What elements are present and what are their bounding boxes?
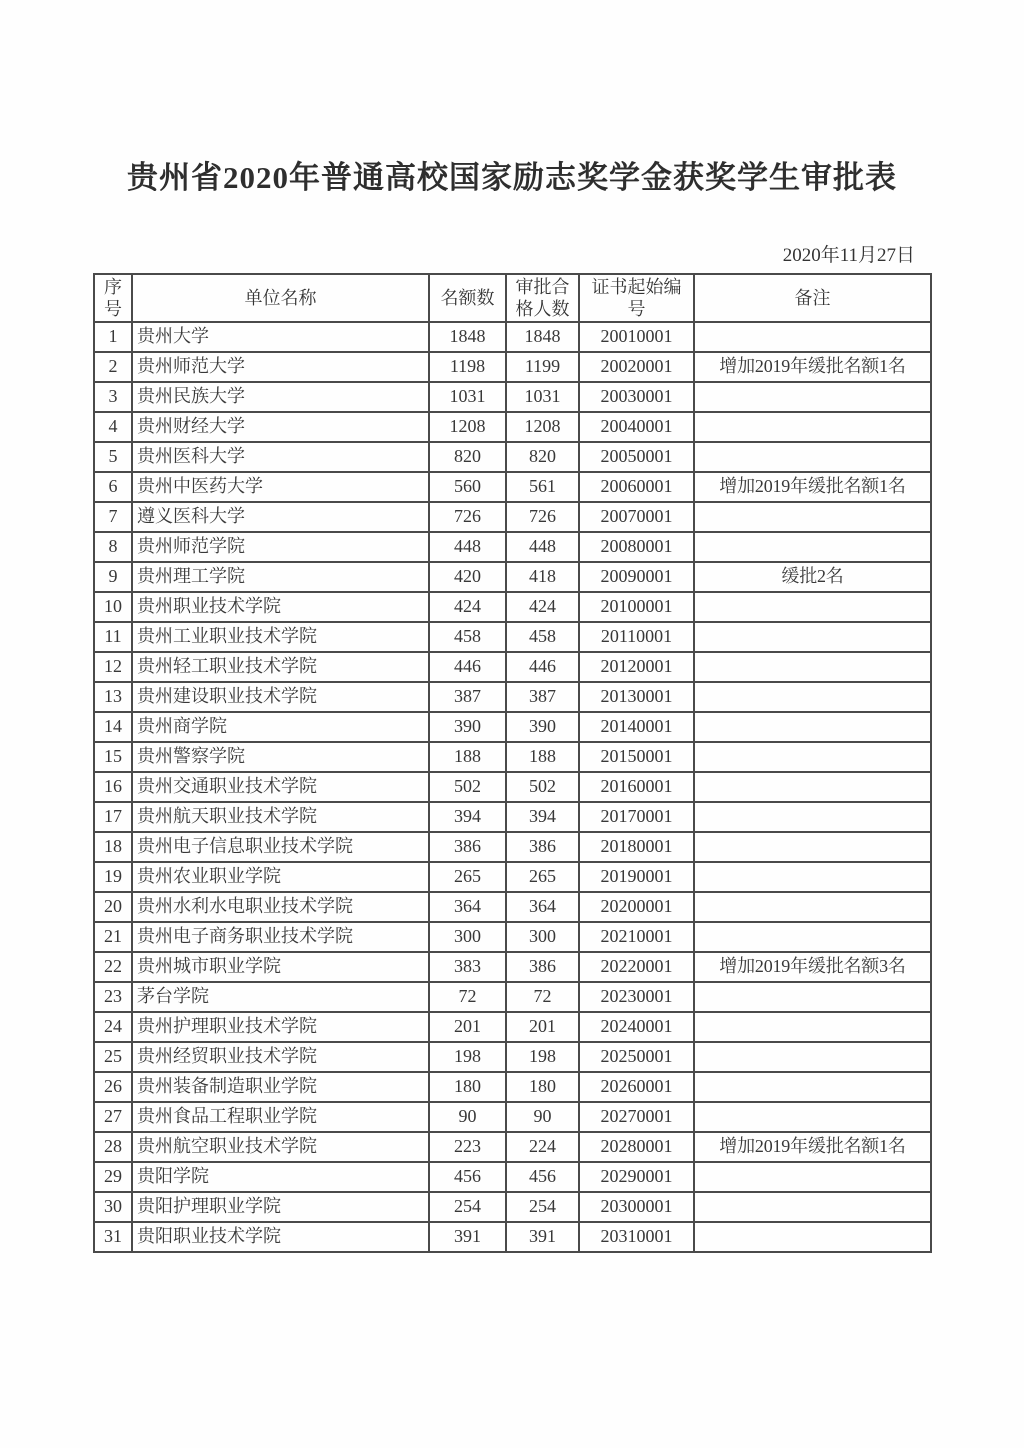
quota-cell: 188 — [429, 742, 506, 772]
certificate-start-cell: 20070001 — [579, 502, 694, 532]
unit-name-cell: 贵州警察学院 — [132, 742, 429, 772]
table-row — [94, 352, 931, 382]
index-cell: 22 — [94, 952, 132, 982]
unit-name-cell: 贵州工业职业技术学院 — [132, 622, 429, 652]
unit-name-cell: 贵阳护理职业学院 — [132, 1192, 429, 1222]
index-cell: 21 — [94, 922, 132, 952]
table-row — [94, 712, 931, 742]
certificate-start-cell: 20210001 — [579, 922, 694, 952]
table-row — [94, 1192, 931, 1222]
approved-count-cell: 726 — [506, 502, 579, 532]
unit-name-cell: 茅台学院 — [132, 982, 429, 1012]
approved-count-cell: 418 — [506, 562, 579, 592]
index-cell: 28 — [94, 1132, 132, 1162]
certificate-start-cell: 20010001 — [579, 322, 694, 352]
remark-cell — [694, 1222, 931, 1252]
index-cell: 11 — [94, 622, 132, 652]
unit-name-cell: 贵州电子商务职业技术学院 — [132, 922, 429, 952]
unit-name-cell: 贵州建设职业技术学院 — [132, 682, 429, 712]
table-row — [94, 682, 931, 712]
table-row — [94, 442, 931, 472]
table-row — [94, 1222, 931, 1252]
approval-table — [93, 273, 932, 1253]
approved-count-cell: 180 — [506, 1072, 579, 1102]
index-cell: 4 — [94, 412, 132, 442]
quota-cell: 726 — [429, 502, 506, 532]
table-row — [94, 532, 931, 562]
index-cell: 20 — [94, 892, 132, 922]
table-body — [94, 322, 931, 1252]
unit-name-cell: 贵州电子信息职业技术学院 — [132, 832, 429, 862]
quota-cell: 390 — [429, 712, 506, 742]
quota-cell: 90 — [429, 1102, 506, 1132]
table-header — [94, 274, 931, 322]
quota-cell: 265 — [429, 862, 506, 892]
index-cell: 17 — [94, 802, 132, 832]
unit-name-cell: 贵州交通职业技术学院 — [132, 772, 429, 802]
remark-cell — [694, 832, 931, 862]
remark-cell — [694, 1192, 931, 1222]
approved-count-cell: 265 — [506, 862, 579, 892]
unit-name-cell: 贵州装备制造职业学院 — [132, 1072, 429, 1102]
index-cell: 6 — [94, 472, 132, 502]
quota-cell: 502 — [429, 772, 506, 802]
unit-name-cell: 贵州师范学院 — [132, 532, 429, 562]
certificate-start-cell: 20290001 — [579, 1162, 694, 1192]
table-row — [94, 892, 931, 922]
index-cell: 2 — [94, 352, 132, 382]
index-cell: 13 — [94, 682, 132, 712]
unit-name-cell: 贵州轻工职业技术学院 — [132, 652, 429, 682]
quota-cell: 391 — [429, 1222, 506, 1252]
quota-cell: 820 — [429, 442, 506, 472]
approved-count-cell: 1848 — [506, 322, 579, 352]
table-row — [94, 472, 931, 502]
col-header-index: 序号 — [94, 274, 132, 322]
quota-cell: 424 — [429, 592, 506, 622]
index-cell: 14 — [94, 712, 132, 742]
approved-count-cell: 387 — [506, 682, 579, 712]
remark-cell — [694, 772, 931, 802]
index-cell: 1 — [94, 322, 132, 352]
index-cell: 16 — [94, 772, 132, 802]
approved-count-cell: 300 — [506, 922, 579, 952]
unit-name-cell: 贵州护理职业技术学院 — [132, 1012, 429, 1042]
remark-cell — [694, 712, 931, 742]
remark-cell: 缓批2名 — [694, 562, 931, 592]
table-row — [94, 922, 931, 952]
table-row — [94, 1102, 931, 1132]
approved-count-cell: 502 — [506, 772, 579, 802]
certificate-start-cell: 20100001 — [579, 592, 694, 622]
certificate-start-cell: 20260001 — [579, 1072, 694, 1102]
remark-cell — [694, 532, 931, 562]
certificate-start-cell: 20050001 — [579, 442, 694, 472]
table-row — [94, 952, 931, 982]
quota-cell: 383 — [429, 952, 506, 982]
quota-cell: 72 — [429, 982, 506, 1012]
approved-count-cell: 201 — [506, 1012, 579, 1042]
quota-cell: 1198 — [429, 352, 506, 382]
col-header-remarks: 备注 — [694, 274, 931, 322]
approved-count-cell: 364 — [506, 892, 579, 922]
col-header-approved-count: 审批合格人数 — [506, 274, 579, 322]
remark-cell — [694, 592, 931, 622]
table-row — [94, 802, 931, 832]
quota-cell: 198 — [429, 1042, 506, 1072]
remark-cell: 增加2019年缓批名额1名 — [694, 352, 931, 382]
certificate-start-cell: 20280001 — [579, 1132, 694, 1162]
quota-cell: 300 — [429, 922, 506, 952]
certificate-start-cell: 20170001 — [579, 802, 694, 832]
index-cell: 27 — [94, 1102, 132, 1132]
unit-name-cell: 贵州城市职业学院 — [132, 952, 429, 982]
approved-count-cell: 820 — [506, 442, 579, 472]
unit-name-cell: 贵州经贸职业技术学院 — [132, 1042, 429, 1072]
quota-cell: 560 — [429, 472, 506, 502]
index-cell: 26 — [94, 1072, 132, 1102]
table-row — [94, 832, 931, 862]
remark-cell — [694, 622, 931, 652]
table-row — [94, 502, 931, 532]
unit-name-cell: 贵州航天职业技术学院 — [132, 802, 429, 832]
certificate-start-cell: 20020001 — [579, 352, 694, 382]
approved-count-cell: 90 — [506, 1102, 579, 1132]
unit-name-cell: 贵州医科大学 — [132, 442, 429, 472]
remark-cell — [694, 1072, 931, 1102]
unit-name-cell: 贵州食品工程职业学院 — [132, 1102, 429, 1132]
index-cell: 24 — [94, 1012, 132, 1042]
table-row — [94, 1012, 931, 1042]
remark-cell: 增加2019年缓批名额1名 — [694, 472, 931, 502]
unit-name-cell: 贵州水利水电职业技术学院 — [132, 892, 429, 922]
approved-count-cell: 1199 — [506, 352, 579, 382]
approved-count-cell: 394 — [506, 802, 579, 832]
col-header-quota: 名额数 — [429, 274, 506, 322]
remark-cell — [694, 322, 931, 352]
remark-cell — [694, 1012, 931, 1042]
approved-count-cell: 424 — [506, 592, 579, 622]
table-row — [94, 592, 931, 622]
unit-name-cell: 贵州大学 — [132, 322, 429, 352]
remark-cell — [694, 382, 931, 412]
table-row — [94, 322, 931, 352]
certificate-start-cell: 20190001 — [579, 862, 694, 892]
certificate-start-cell: 20230001 — [579, 982, 694, 1012]
unit-name-cell: 贵州师范大学 — [132, 352, 429, 382]
quota-cell: 364 — [429, 892, 506, 922]
approved-count-cell: 72 — [506, 982, 579, 1012]
approved-count-cell: 386 — [506, 832, 579, 862]
remark-cell: 增加2019年缓批名额3名 — [694, 952, 931, 982]
index-cell: 25 — [94, 1042, 132, 1072]
document-date: 2020年11月27日 — [782, 245, 915, 266]
remark-cell — [694, 802, 931, 832]
quota-cell: 456 — [429, 1162, 506, 1192]
header-row — [94, 274, 931, 322]
table-row — [94, 412, 931, 442]
col-header-certificate-start-number: 证书起始编号 — [579, 274, 694, 322]
unit-name-cell: 贵州职业技术学院 — [132, 592, 429, 622]
certificate-start-cell: 20090001 — [579, 562, 694, 592]
quota-cell: 394 — [429, 802, 506, 832]
remark-cell — [694, 862, 931, 892]
certificate-start-cell: 20130001 — [579, 682, 694, 712]
table-row — [94, 1132, 931, 1162]
certificate-start-cell: 20120001 — [579, 652, 694, 682]
approved-count-cell: 224 — [506, 1132, 579, 1162]
certificate-start-cell: 20110001 — [579, 622, 694, 652]
index-cell: 23 — [94, 982, 132, 1012]
index-cell: 29 — [94, 1162, 132, 1192]
certificate-start-cell: 20150001 — [579, 742, 694, 772]
certificate-start-cell: 20310001 — [579, 1222, 694, 1252]
approved-count-cell: 561 — [506, 472, 579, 502]
certificate-start-cell: 20250001 — [579, 1042, 694, 1072]
index-cell: 5 — [94, 442, 132, 472]
index-cell: 31 — [94, 1222, 132, 1252]
approved-count-cell: 448 — [506, 532, 579, 562]
unit-name-cell: 贵州理工学院 — [132, 562, 429, 592]
approved-count-cell: 390 — [506, 712, 579, 742]
certificate-start-cell: 20180001 — [579, 832, 694, 862]
quota-cell: 387 — [429, 682, 506, 712]
remark-cell — [694, 652, 931, 682]
index-cell: 10 — [94, 592, 132, 622]
remark-cell — [694, 682, 931, 712]
certificate-start-cell: 20200001 — [579, 892, 694, 922]
table-row — [94, 652, 931, 682]
index-cell: 18 — [94, 832, 132, 862]
approved-count-cell: 386 — [506, 952, 579, 982]
quota-cell: 254 — [429, 1192, 506, 1222]
quota-cell: 1848 — [429, 322, 506, 352]
col-header-unit-name: 单位名称 — [132, 274, 429, 322]
remark-cell — [694, 502, 931, 532]
unit-name-cell: 贵阳学院 — [132, 1162, 429, 1192]
remark-cell: 增加2019年缓批名额1名 — [694, 1132, 931, 1162]
index-cell: 9 — [94, 562, 132, 592]
table-row — [94, 622, 931, 652]
approved-count-cell: 456 — [506, 1162, 579, 1192]
remark-cell — [694, 742, 931, 772]
approved-count-cell: 188 — [506, 742, 579, 772]
unit-name-cell: 贵州航空职业技术学院 — [132, 1132, 429, 1162]
unit-name-cell: 贵阳职业技术学院 — [132, 1222, 429, 1252]
remark-cell — [694, 442, 931, 472]
remark-cell — [694, 412, 931, 442]
remark-cell — [694, 1102, 931, 1132]
certificate-start-cell: 20270001 — [579, 1102, 694, 1132]
quota-cell: 386 — [429, 832, 506, 862]
index-cell: 7 — [94, 502, 132, 532]
page-title: 贵州省2020年普通高校国家励志奖学金获奖学生审批表 — [127, 160, 897, 195]
table-row — [94, 1072, 931, 1102]
quota-cell: 458 — [429, 622, 506, 652]
remark-cell — [694, 982, 931, 1012]
certificate-start-cell: 20300001 — [579, 1192, 694, 1222]
approved-count-cell: 446 — [506, 652, 579, 682]
certificate-start-cell: 20060001 — [579, 472, 694, 502]
table-row — [94, 562, 931, 592]
table-row — [94, 1042, 931, 1072]
unit-name-cell: 贵州农业职业学院 — [132, 862, 429, 892]
certificate-start-cell: 20030001 — [579, 382, 694, 412]
unit-name-cell: 贵州中医药大学 — [132, 472, 429, 502]
quota-cell: 1031 — [429, 382, 506, 412]
certificate-start-cell: 20040001 — [579, 412, 694, 442]
certificate-start-cell: 20160001 — [579, 772, 694, 802]
quota-cell: 223 — [429, 1132, 506, 1162]
quota-cell: 180 — [429, 1072, 506, 1102]
unit-name-cell: 遵义医科大学 — [132, 502, 429, 532]
quota-cell: 420 — [429, 562, 506, 592]
unit-name-cell: 贵州财经大学 — [132, 412, 429, 442]
remark-cell — [694, 892, 931, 922]
index-cell: 19 — [94, 862, 132, 892]
approved-count-cell: 391 — [506, 1222, 579, 1252]
index-cell: 12 — [94, 652, 132, 682]
table-row — [94, 382, 931, 412]
approved-count-cell: 254 — [506, 1192, 579, 1222]
remark-cell — [694, 1042, 931, 1072]
table-row — [94, 772, 931, 802]
remark-cell — [694, 922, 931, 952]
table-row — [94, 742, 931, 772]
unit-name-cell: 贵州民族大学 — [132, 382, 429, 412]
quota-cell: 446 — [429, 652, 506, 682]
approved-count-cell: 1031 — [506, 382, 579, 412]
certificate-start-cell: 20140001 — [579, 712, 694, 742]
approved-count-cell: 458 — [506, 622, 579, 652]
certificate-start-cell: 20080001 — [579, 532, 694, 562]
quota-cell: 1208 — [429, 412, 506, 442]
remark-cell — [694, 1162, 931, 1192]
certificate-start-cell: 20220001 — [579, 952, 694, 982]
approved-count-cell: 198 — [506, 1042, 579, 1072]
index-cell: 15 — [94, 742, 132, 772]
table-row — [94, 1162, 931, 1192]
index-cell: 30 — [94, 1192, 132, 1222]
quota-cell: 201 — [429, 1012, 506, 1042]
quota-cell: 448 — [429, 532, 506, 562]
table-row — [94, 862, 931, 892]
index-cell: 3 — [94, 382, 132, 412]
index-cell: 8 — [94, 532, 132, 562]
approved-count-cell: 1208 — [506, 412, 579, 442]
table-row — [94, 982, 931, 1012]
unit-name-cell: 贵州商学院 — [132, 712, 429, 742]
certificate-start-cell: 20240001 — [579, 1012, 694, 1042]
